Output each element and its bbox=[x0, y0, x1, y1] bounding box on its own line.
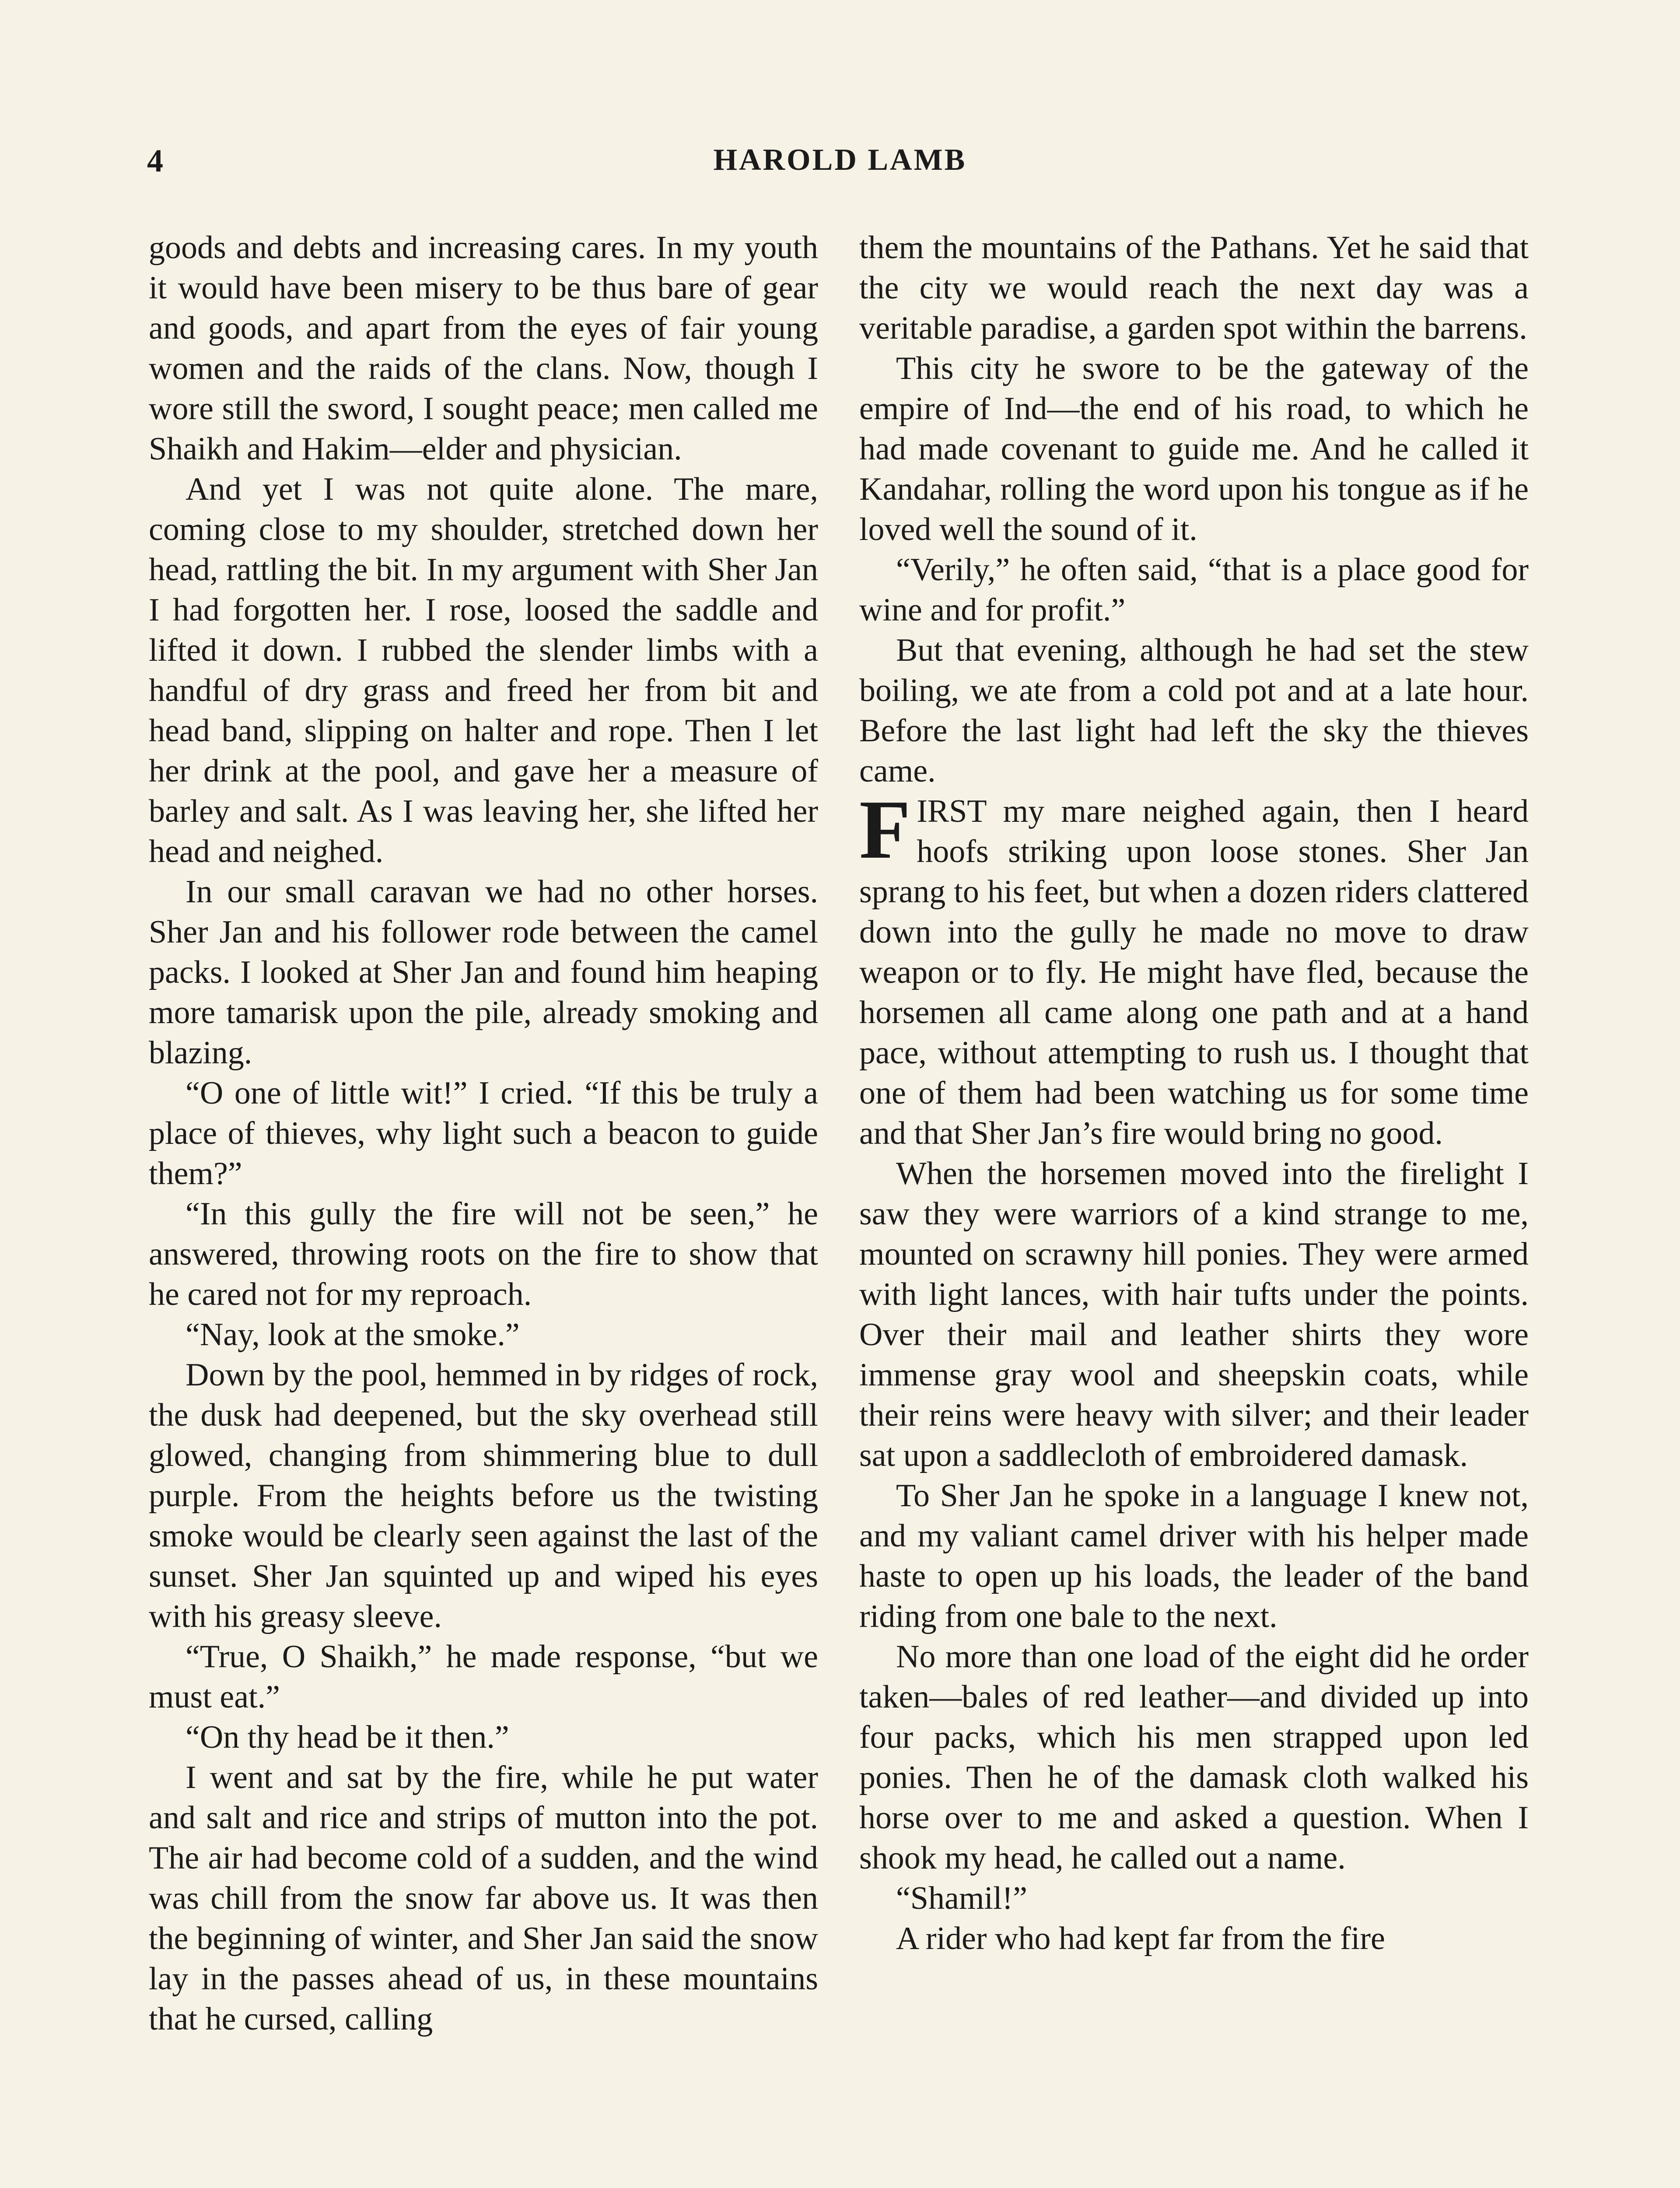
page-header bbox=[0, 143, 1680, 191]
paragraph: “Nay, look at the smoke.” bbox=[186, 1317, 520, 1353]
paragraph: To Sher Jan he spoke in a language I knew not, and my valiant camel driver with his helper made haste to open up his loads, the leader of the band riding from one bale to the next. bbox=[859, 1478, 1529, 1634]
paragraph: This city he swore to be the gateway of the empire of Ind—the end of his road, to which he had made covenant to guide me. And he called it Kandahar, rolling the word upon his tongue as if he loved well the sound of it. bbox=[859, 351, 1529, 547]
paragraph: “O one of little wit!” I cried. “If this be truly a place of thieves, why light such a beacon to guide them?” bbox=[149, 1075, 818, 1192]
section-opening-text: IRST my mare neighed again, then I heard hoofs striking upon loose stones. Sher Jan sprang to his feet, but when a dozen riders clattered down into the gully he made no move to draw weapon or to fly. He might have fled, because the horsemen all came along one path and at a hand pace, without attempting to rush us. I thought that one of them had been watching us for some time and that Sher Jan’s fire would bring no good. bbox=[859, 793, 1529, 1151]
page-number: 4 bbox=[147, 143, 163, 179]
paragraph: I went and sat by the fire, while he put water and salt and rice and strips of mutton into the pot. The air had become cold of a sudden, and the wind was chill from the snow far above us. It was then the beginning of winter, and Sher Jan said the snow lay in the passes ahead of us, in these mountains that he cursed, calling bbox=[149, 1760, 818, 2037]
paragraph: When the horsemen moved into the firelight I saw they were warriors of a kind strange to me, mounted on scrawny hill ponies. They were armed with light lances, with hair tufts under the points. Over their mail and leather shirts they wore immense gray wool and sheepskin coats, while their reins were heavy with silver; and their leader sat upon a saddlecloth of embroidered damask. bbox=[859, 1156, 1529, 1473]
paragraph: “Verily,” he often said, “that is a place good for wine and for profit.” bbox=[859, 552, 1529, 628]
paragraph: Down by the pool, hemmed in by ridges of rock, the dusk had deepened, but the sky overhead still glowed, changing from shimmering blue to dull purple. From the heights before us the twisting smoke would be clearly seen against the last of the sunset. Sher Jan squinted up and wiped his eyes with his greasy sleeve. bbox=[149, 1357, 818, 1634]
paragraph: In our small caravan we had no other horses. Sher Jan and his follower rode between the camel packs. I looked at Sher Jan and found him heaping more tamarisk upon the pile, already smoking and blazing. bbox=[149, 874, 818, 1071]
left-column bbox=[149, 228, 818, 2188]
paragraph: A rider who had kept far from the fire bbox=[896, 1921, 1385, 1957]
paragraph: And yet I was not quite alone. The mare, coming close to my shoulder, stretched down her head, rattling the bit. In my argument with Sher Jan I had forgotten her. I rose, loosed the saddle and lifted it down. I rubbed the slender limbs with a handful of dry grass and freed her from bit and head band, slipping on halter and rope. Then I let her drink at the pool, and gave her a measure of barley and salt. As I was leaving her, she lifted her head and neighed. bbox=[149, 471, 818, 870]
drop-cap: F bbox=[859, 783, 911, 876]
paragraph: “In this gully the fire will not be seen,” he answered, throwing roots on the fire to show that he cared not for my reproach. bbox=[149, 1196, 818, 1312]
paragraph: “On thy head be it then.” bbox=[186, 1719, 509, 1755]
section-opening-paragraph bbox=[859, 783, 1529, 1154]
paragraph: goods and debts and increasing cares. In my youth it would have been misery to be thus bare of gear and goods, and apart from the eyes of fair young women and the raids of the clans. Now, though I wore still the sword, I sought peace; men called me Shaikh and Hakim—elder and physician. bbox=[149, 230, 818, 467]
paragraph: “True, O Shaikh,” he made response, “but we must eat.” bbox=[149, 1639, 818, 1715]
right-column bbox=[859, 228, 1529, 2188]
paragraph: No more than one load of the eight did he order taken—bales of red leather—and divided up into four packs, which his men strapped upon led ponies. Then he of the damask cloth walked his horse over to me and asked a question. When I shook my head, he called out a name. bbox=[859, 1639, 1529, 1876]
running-head: HAROLD LAMB bbox=[713, 143, 967, 177]
paragraph: “Shamil!” bbox=[896, 1880, 1028, 1916]
paragraph: But that evening, although he had set the stew boiling, we ate from a cold pot and at a late hour. Before the last light had left the sky the thieves came. bbox=[859, 632, 1529, 789]
paragraph: them the mountains of the Pathans. Yet he said that the city we would reach the next day was a veritable paradise, a garden spot within the barrens. bbox=[859, 230, 1529, 346]
